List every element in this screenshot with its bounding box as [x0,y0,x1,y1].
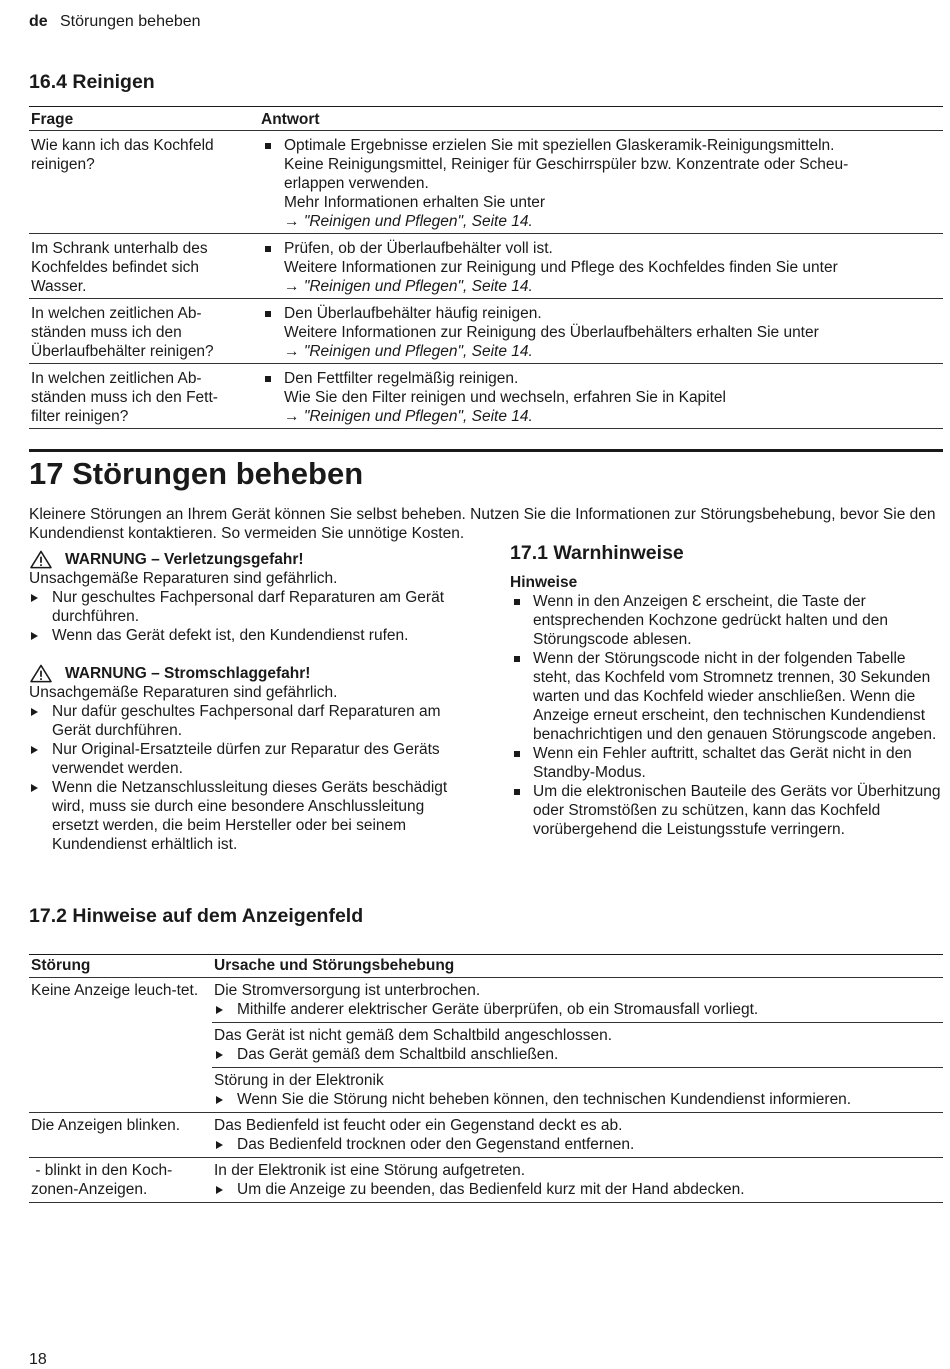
answer-bullet: Optimale Ergebnisse erzielen Sie mit speziellen Glaskeramik-Reinigungsmitteln. [261,136,943,155]
cause-text: Das Bedienfeld ist feucht oder ein Gegenstand deckt es ab. [214,1117,623,1134]
warning-list-item: Wenn das Gerät defekt ist, den Kundendienst rufen. [29,626,459,645]
table-row [29,978,943,1113]
warning-list-item: Wenn die Netzanschlussleitung dieses Geräts beschädigt wird, muss sie durch eine besondere Anschlussleitung ersetzt werden, die beim Hersteller oder bei seinem Kundendienst erhältlich ist. [29,778,459,854]
question-cell: Im Schrank unterhalb des Kochfeldes befindet sich Wasser. [29,234,259,299]
warning-heading-text: WARNUNG – Verletzungsgefahr! [65,551,304,568]
warning-heading-text: WARNUNG – Stromschlaggefahr! [65,665,311,682]
table-header-row [29,955,943,978]
table-row [29,1113,943,1158]
warning-list-item: Nur dafür geschultes Fachpersonal darf Reparaturen am Gerät durchführen. [29,702,459,740]
answer-text: erlappen verwenden. [284,175,429,192]
warning-list-item: Nur geschultes Fachpersonal darf Reparaturen am Gerät durchführen. [29,588,459,626]
section-16-4-title: 16.4 Reinigen [29,71,155,93]
cause-block [212,1068,943,1112]
language-code: de [29,13,48,30]
cause-block [212,978,943,1023]
cause-block [212,1023,943,1068]
cause-text: In der Elektronik ist eine Störung aufgetreten. [214,1162,526,1179]
table-row [29,1158,943,1203]
answer-bullet: Prüfen, ob der Überlaufbehälter voll ist. [261,239,943,258]
fault-cell: Die Anzeigen blinken. [29,1113,212,1158]
cause-cell [212,1113,943,1158]
cross-reference-link[interactable] [261,407,943,426]
fix-list-item: Wenn Sie die Störung nicht beheben können, den technischen Kundendienst informieren. [214,1090,943,1109]
warning-heading [29,664,459,683]
column-header-cause: Ursache und Störungsbehebung [212,955,943,978]
arrow-right-icon: → [284,213,300,230]
fix-list-item: Um die Anzeige zu beenden, das Bedienfeld kurz mit der Hand abdecken. [214,1180,943,1199]
note-list-item: Wenn ein Fehler auftritt, schaltet das Gerät nicht in den Standby-Modus. [510,744,943,782]
warning-injury [29,550,459,645]
column-header-fault: Störung [29,955,212,978]
table-row [29,234,943,299]
section-17-2-title: 17.2 Hinweise auf dem Anzeigenfeld [29,905,364,927]
warning-heading [29,550,459,569]
cause-cell [212,978,943,1113]
cause-text: Das Gerät ist nicht gemäß dem Schaltbild angeschlossen. [214,1027,613,1044]
fix-list-item: Das Bedienfeld trocknen oder den Gegenstand entfernen. [214,1135,943,1154]
page-number: 18 [29,1351,47,1368]
table-header-row [29,107,943,131]
question-cell: In welchen zeitlichen Ab-ständen muss ich den Überlaufbehälter reinigen? [29,299,259,364]
running-header [29,12,201,31]
answer-text: Weitere Informationen zur Reinigung des Überlaufbehälters erhalten Sie unter [284,324,819,341]
arrow-right-icon: → [284,343,300,360]
cause-text: Störung in der Elektronik [214,1072,384,1089]
arrow-right-icon: → [284,408,300,425]
fix-list-item: Mithilfe anderer elektrischer Geräte überprüfen, ob ein Stromausfall vorliegt. [214,1000,943,1019]
warning-triangle-icon [29,664,53,683]
arrow-right-icon: → [284,278,300,295]
question-cell: In welchen zeitlichen Ab-ständen muss ich den Fett-filter reinigen? [29,364,259,429]
chapter-intro: Kleinere Störungen an Ihrem Gerät können Sie selbst beheben. Nutzen Sie die Informationen zur Störungsbehebung, bevor Sie den Kundendienst kontaktieren. So vermeiden Sie unnötige Kosten. [29,506,936,542]
column-header-question: Frage [29,107,259,131]
note-list-item: Wenn der Störungscode nicht in der folgenden Tabelle steht, das Kochfeld vom Stromnetz trennen, 30 Sekunden warten und das Kochfeld wieder anschließen. Wenn die Anzeige erneut erscheint, den technischen Kundendienst benachrichtigen und den genauen Störungscode angeben. [510,649,943,744]
cross-reference-text: "Reinigen und Pflegen", Seite 14. [303,278,533,295]
warning-triangle-icon [29,550,53,569]
cross-reference-link[interactable] [261,212,943,231]
answer-text: Weitere Informationen zur Reinigung und Pflege des Kochfeldes finden Sie unter [284,259,838,276]
answer-text: Mehr Informationen erhalten Sie unter [284,194,546,211]
cause-text: Die Stromversorgung ist unterbrochen. [214,982,481,999]
cleaning-faq-table [29,106,943,429]
warning-electric-shock [29,664,459,854]
table-row [29,364,943,429]
answer-cell [259,131,943,234]
fault-cell: - blinkt in den Koch-zonen-Anzeigen. [29,1158,212,1203]
answer-bullet: Den Fettfilter regelmäßig reinigen. [261,369,943,388]
answer-cell [259,234,943,299]
table-row [29,131,943,234]
table-row [29,299,943,364]
answer-text: Wie Sie den Filter reinigen und wechseln, erfahren Sie in Kapitel [284,389,726,406]
warning-text: Unsachgemäße Reparaturen sind gefährlich. [29,570,338,587]
section-17-1 [510,541,943,839]
cross-reference-text: "Reinigen und Pflegen", Seite 14. [303,213,533,230]
warning-list-item: Nur Original-Ersatzteile dürfen zur Reparatur des Geräts verwendet werden. [29,740,459,778]
answer-cell [259,364,943,429]
display-faults-table [29,954,943,1203]
cross-reference-link[interactable] [261,277,943,296]
warning-text: Unsachgemäße Reparaturen sind gefährlich. [29,684,338,701]
chapter-rule [29,449,943,452]
section-17-1-title: 17.1 Warnhinweise [510,542,684,564]
running-header-title: Störungen beheben [59,13,201,30]
cross-reference-link[interactable] [261,342,943,361]
question-cell: Wie kann ich das Kochfeld reinigen? [29,131,259,234]
fix-list-item: Das Gerät gemäß dem Schaltbild anschließen. [214,1045,943,1064]
answer-bullet: Den Überlaufbehälter häufig reinigen. [261,304,943,323]
cross-reference-text: "Reinigen und Pflegen", Seite 14. [303,343,533,360]
answer-cell [259,299,943,364]
cause-cell [212,1158,943,1203]
notes-subheading: Hinweise [510,574,578,591]
chapter-17-title: 17 Störungen beheben [29,456,364,491]
note-list-item: Wenn in den Anzeigen Ɛ erscheint, die Taste der entsprechenden Kochzone gedrückt halten und den Störungscode ablesen. [510,592,943,649]
fault-cell: Keine Anzeige leuch-tet. [29,978,212,1113]
column-header-answer: Antwort [259,107,943,131]
answer-text: Keine Reinigungsmittel, Reiniger für Geschirrspüler bzw. Konzentrate oder Scheu- [284,156,849,173]
note-list-item: Um die elektronischen Bauteile des Geräts vor Überhitzung oder Stromstößen zu schützen, kann das Kochfeld vorübergehend die Leistungsstufe verringern. [510,782,943,839]
cross-reference-text: "Reinigen und Pflegen", Seite 14. [303,408,533,425]
